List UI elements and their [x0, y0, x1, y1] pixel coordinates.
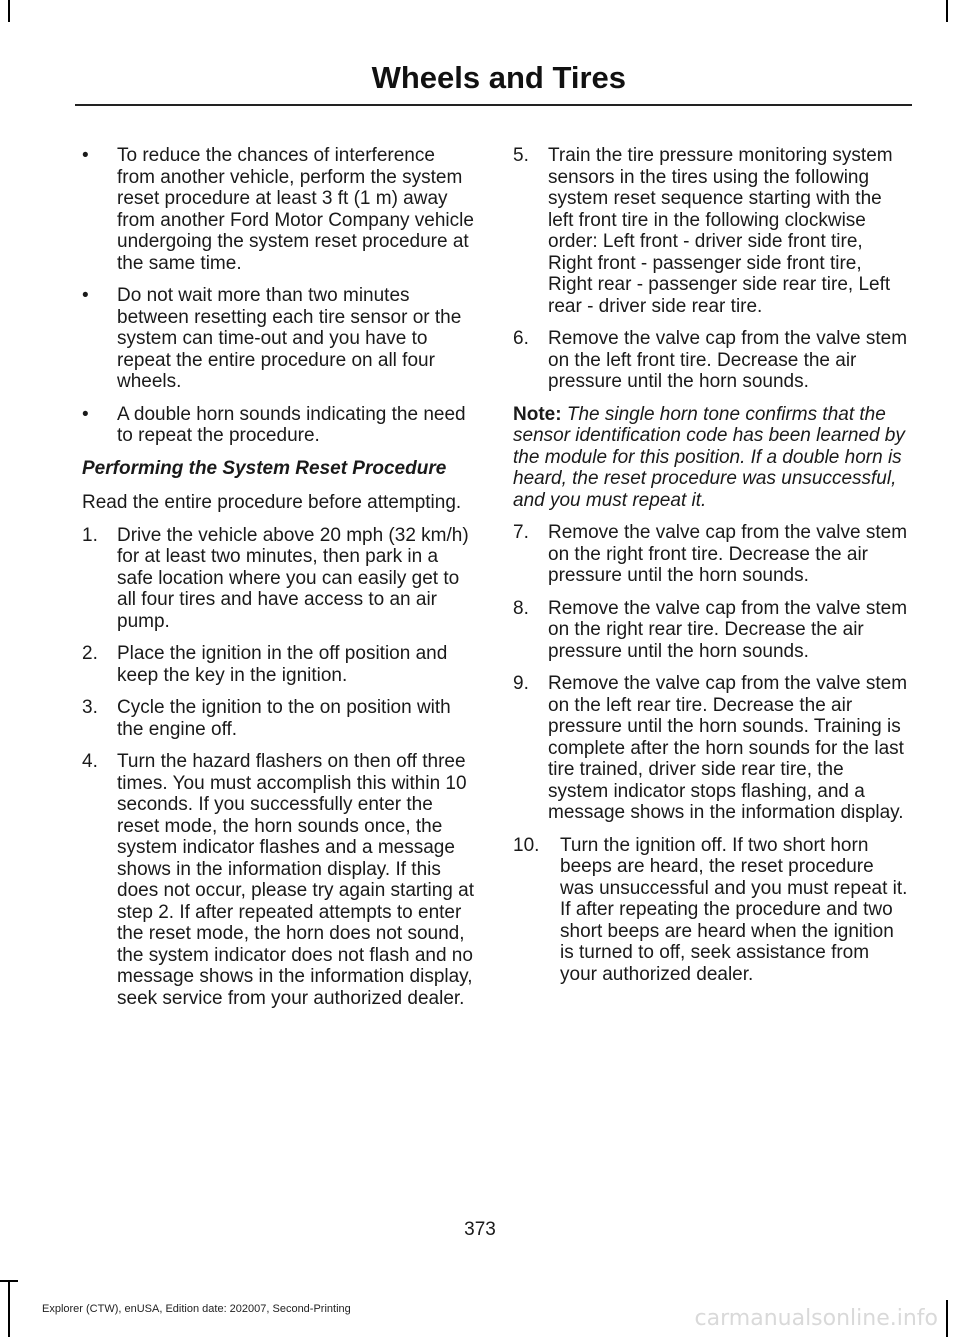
bullet-marker: • [82, 285, 89, 306]
crop-mark-bottom-left-h [0, 1280, 18, 1282]
list-item: • To reduce the chances of interference from another vehicle, perform the system reset procedure at least 3 ft (1 m) away from another Ford Motor Company vehicle undergoing the system reset procedure at the same time. [82, 145, 474, 274]
list-item: 5. Train the tire pressure monitoring system sensors in the tires using the following system reset sequence starting with the left front tire in the following clockwise order: Left front - driver side front tire, Right front - passenger side front tire, Right rear - passenger side rear tire, Left rear - driver side rear tire. [513, 145, 893, 317]
list-item: 10. Turn the ignition off. If two short horn beeps are heard, the reset procedure was unsuccessful and you must repeat it. If after repeating the procedure and two short beeps are heard when the ignition is turned to off, seek assistance from your authorized dealer. [513, 834, 908, 985]
list-item: 7. Remove the valve cap from the valve stem on the right front tire. Decrease the air pressure until the horn sounds. [513, 522, 908, 586]
crop-mark-top-left [8, 0, 10, 22]
list-item: 3. Cycle the ignition to the on position with the engine off. [82, 697, 451, 740]
footer-edition: Explorer (CTW), enUSA, Edition date: 202007, Second-Printing [42, 1303, 351, 1315]
note-text: The single horn tone confirms that the sensor identification code has been learned by the module for this position. If a double horn is heard, the reset procedure was unsuccessful, and you must repeat it. [513, 403, 905, 511]
list-item: 4. Turn the hazard flashers on then off three times. You must accomplish this within 10 seconds. If you successfully enter the reset mode, the horn sounds once, the system indicator flashes and a message shows in the information display. If this does not occur, please try again starting at step 2. If after repeated attempts to enter the reset mode, the horn does not sound, the system indicator does not flash and no message shows in the information display, seek service from your authorized dealer. [82, 751, 474, 1009]
list-item: • A double horn sounds indicating the need to repeat the procedure. [82, 403, 466, 446]
crop-mark-bottom-right [946, 1300, 948, 1337]
page-number: 373 [464, 1219, 496, 1240]
list-item: 6. Remove the valve cap from the valve stem on the left front tire. Decrease the air pressure until the horn sounds. [513, 328, 908, 392]
list-item: 8. Remove the valve cap from the valve stem on the right rear tire. Decrease the air pressure until the horn sounds. [513, 597, 908, 662]
note-label: Note: [513, 403, 562, 425]
left-column [82, 145, 476, 1020]
page-title: Wheels and Tires [371, 60, 626, 95]
crop-mark-top-right [946, 0, 948, 22]
list-item: 9. Remove the valve cap from the valve stem on the left rear tire. Decrease the air pressure until the horn sounds. Training is complete after the horn sounds for the last tire trained, driver side rear tire, the system indicator stops flashing, and a message shows in the information display. [513, 673, 908, 823]
header-divider [75, 104, 912, 106]
intro-paragraph: Read the entire procedure before attempting. [82, 492, 462, 513]
bullet-marker: • [82, 145, 89, 166]
right-column [513, 145, 909, 996]
list-item: 1. Drive the vehicle above 20 mph (32 km/h) for at least two minutes, then park in a safe location where you can easily get to all four tires and have access to an air pump. [82, 524, 469, 632]
note-paragraph [513, 404, 909, 512]
bullet-marker: • [82, 403, 89, 425]
list-item: • Do not wait more than two minutes between resetting each tire sensor or the system can time-out and you have to repeat the entire procedure on all four wheels. [82, 285, 462, 392]
crop-mark-bottom-left [8, 1282, 10, 1337]
list-item: 2. Place the ignition in the off position and keep the key in the ignition. [82, 643, 448, 686]
section-heading: Performing the System Reset Procedure [82, 457, 447, 479]
watermark: carmanualsonline.info [694, 1306, 938, 1331]
